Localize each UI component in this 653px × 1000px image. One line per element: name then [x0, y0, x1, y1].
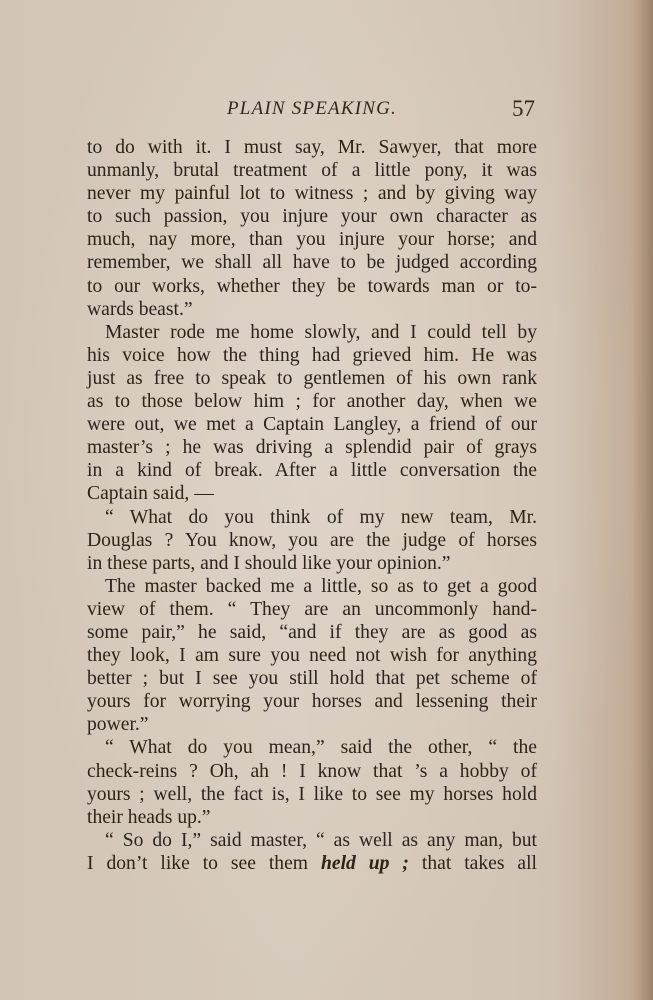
text-line: yours ; well, the fact is, I like to see my horses hold: [87, 783, 537, 805]
text-line: in these parts, and I should like your opinion.”: [87, 552, 451, 574]
text-line: were out, we met a Captain Langley, a friend of our: [87, 414, 537, 436]
text-line: yours for worrying your horses and lessening their: [87, 691, 537, 713]
paragraph-start-line: “ So do I,” said master, “ as well as any man, but: [105, 829, 537, 851]
text-line: some pair,” he said, “and if they are as good as: [87, 621, 537, 643]
text-line: they look, I am sure you need not wish for anything: [87, 645, 537, 667]
text-line: his voice how the thing had grieved him. He was: [87, 344, 537, 366]
text-line: to do with it. I must say, Mr. Sawyer, that more: [87, 137, 537, 158]
text-line: Douglas ? You know, you are the judge of horses: [87, 529, 537, 551]
line-head: I don’t like to see them: [87, 852, 309, 874]
text-line: in a kind of break. After a little conversation the: [87, 460, 537, 482]
italic-phrase: held up ;: [321, 852, 409, 874]
text-line: check-reins ? Oh, ah ! I know that ’s a hobby of: [87, 760, 537, 782]
text-line-with-italic: [87, 852, 537, 875]
text-line: much, nay more, than you injure your horse; and: [87, 229, 537, 251]
paragraph-start-line: “ What do you think of my new team, Mr.: [105, 506, 537, 528]
text-line: remember, we shall all have to be judged according: [87, 252, 537, 274]
text-line: never my painful lot to witness ; and by giving way: [87, 183, 537, 205]
text-line: wards beast.”: [87, 298, 193, 320]
text-line: master’s ; he was driving a splendid pair of grays: [87, 437, 537, 459]
page-edge-shadow: [633, 0, 653, 1000]
running-head: [0, 96, 653, 126]
text-line: unmanly, brutal treatment of a little pony, it was: [87, 160, 537, 182]
text-line: better ; but I see you still hold that pet scheme of: [87, 668, 537, 690]
paragraph-start-line: Master rode me home slowly, and I could tell by: [105, 321, 537, 343]
body-text: [87, 136, 537, 875]
text-line: to our works, whether they be towards man or to-: [87, 275, 537, 297]
text-line: to such passion, you injure your own character as: [87, 206, 537, 228]
page-number: 57: [512, 96, 535, 121]
text-line: as to those below him ; for another day, when we: [87, 391, 537, 413]
running-title: PLAIN SPEAKING.: [227, 98, 397, 119]
paragraph-start-line: The master backed me a little, so as to get a good: [105, 575, 537, 597]
text-line: Captain said, —: [87, 483, 214, 505]
text-line: just as free to speak to gentlemen of his own rank: [87, 367, 537, 389]
text-line: power.”: [87, 714, 149, 736]
line-tail: that takes all: [421, 852, 537, 874]
text-line: view of them. “ They are an uncommonly hand-: [87, 598, 537, 620]
text-line: their heads up.”: [87, 806, 211, 828]
paragraph-start-line: “ What do you mean,” said the other, “ the: [105, 737, 537, 759]
